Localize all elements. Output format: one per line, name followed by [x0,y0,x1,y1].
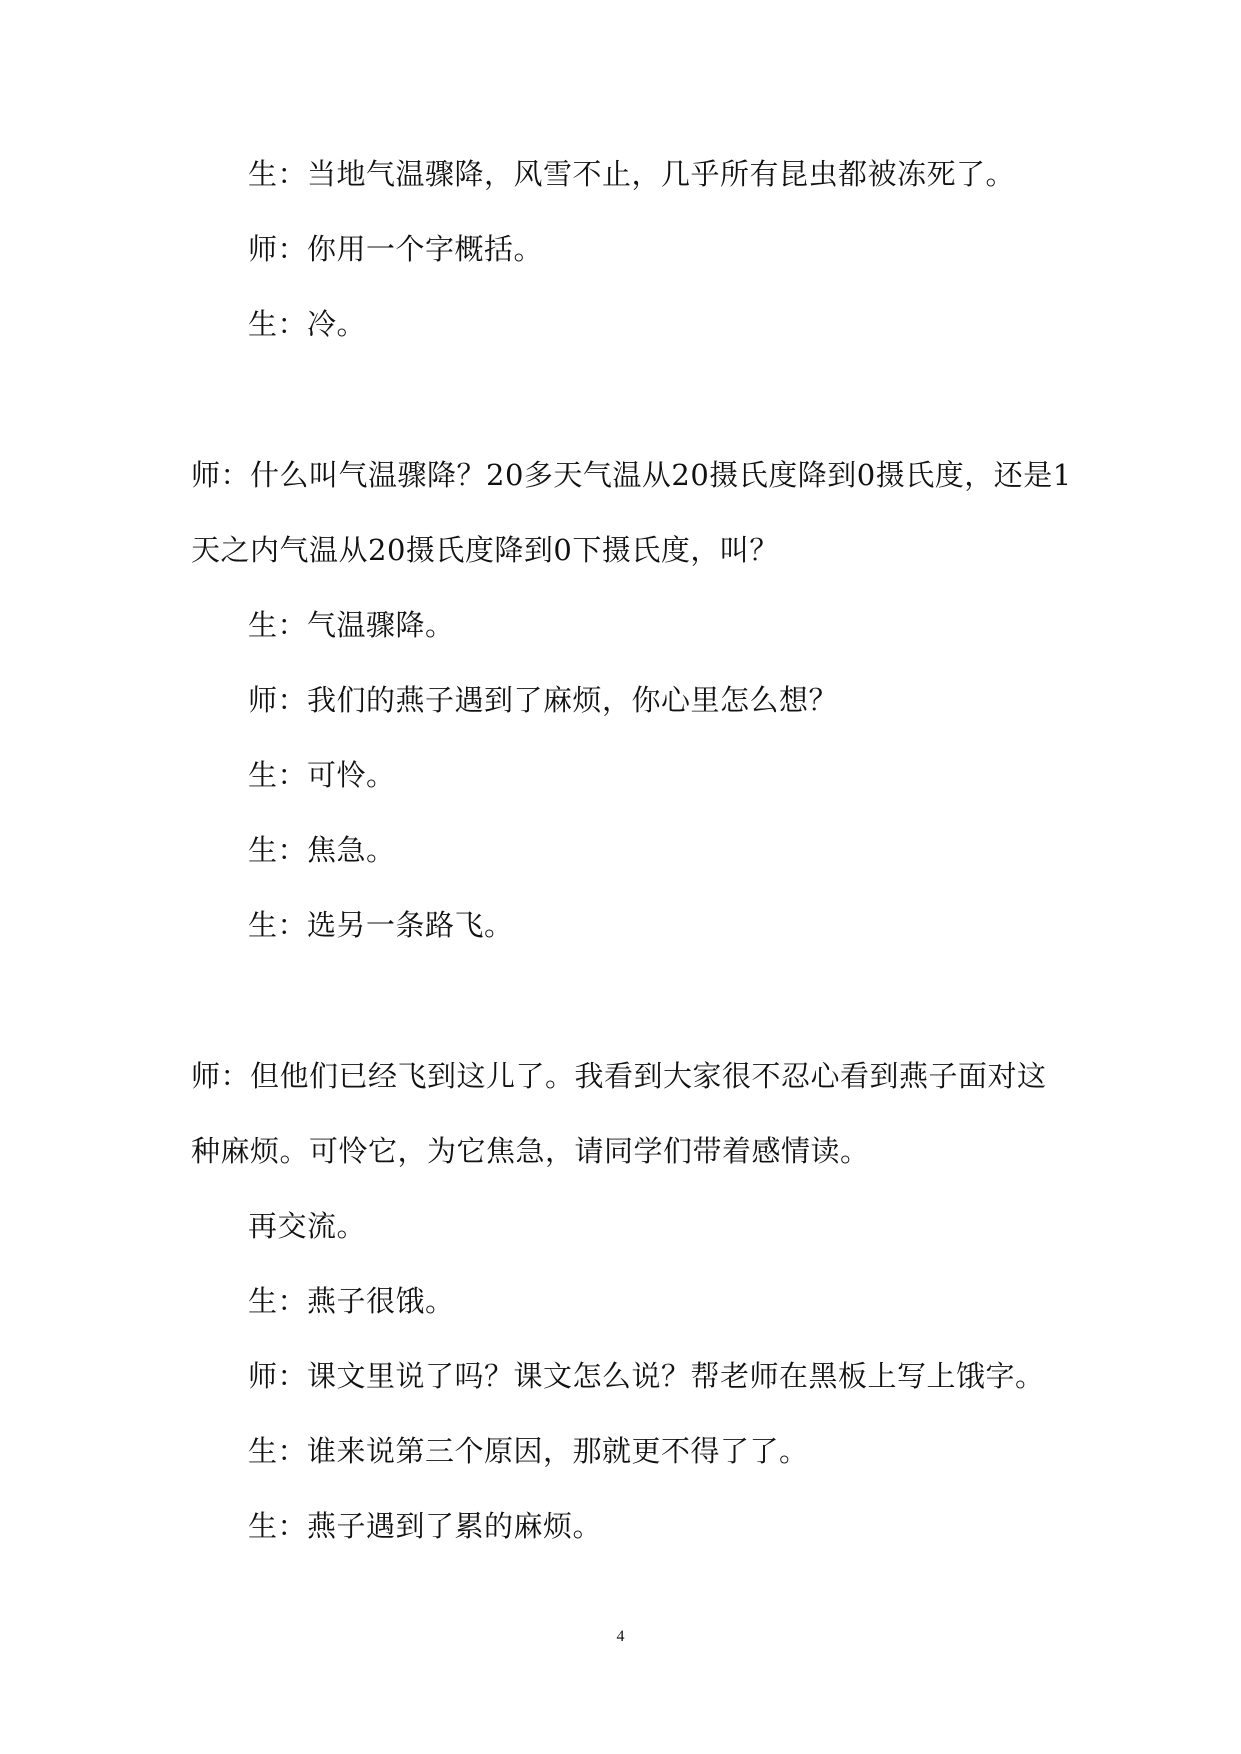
page-number: 4 [616,1628,625,1645]
text-line: 师：什么叫气温骤降？20多天气温从20摄氏度降到0摄氏度，还是1 [191,458,1072,492]
text-line: 生：选另一条路飞。 [248,908,514,942]
text-line: 生：谁来说第三个原因，那就更不得了了。 [248,1434,809,1468]
text-line: 生：燕子遇到了累的麻烦。 [248,1509,603,1543]
text-line: 再交流。 [248,1209,367,1243]
text-line: 生：气温骤降。 [248,608,455,642]
text-line: 师：你用一个字概括。 [248,232,544,266]
text-line: 生：冷。 [248,307,367,341]
text-line: 生：焦急。 [248,833,396,867]
text-line: 生：当地气温骤降，风雪不止，几乎所有昆虫都被冻死了。 [248,157,1016,191]
text-line: 生：燕子很饿。 [248,1284,455,1318]
text-line: 师：但他们已经飞到这儿了。我看到大家很不忍心看到燕子面对这 [191,1059,1047,1093]
text-line: 种麻烦。可怜它，为它焦急，请同学们带着感情读。 [191,1134,870,1168]
text-line: 天之内气温从20摄氏度降到0下摄氏度，叫？ [191,533,779,567]
text-line: 师：课文里说了吗？课文怎么说？帮老师在黑板上写上饿字。 [248,1359,1045,1393]
text-line: 师：我们的燕子遇到了麻烦，你心里怎么想？ [248,683,839,717]
text-line: 生：可怜。 [248,758,396,792]
